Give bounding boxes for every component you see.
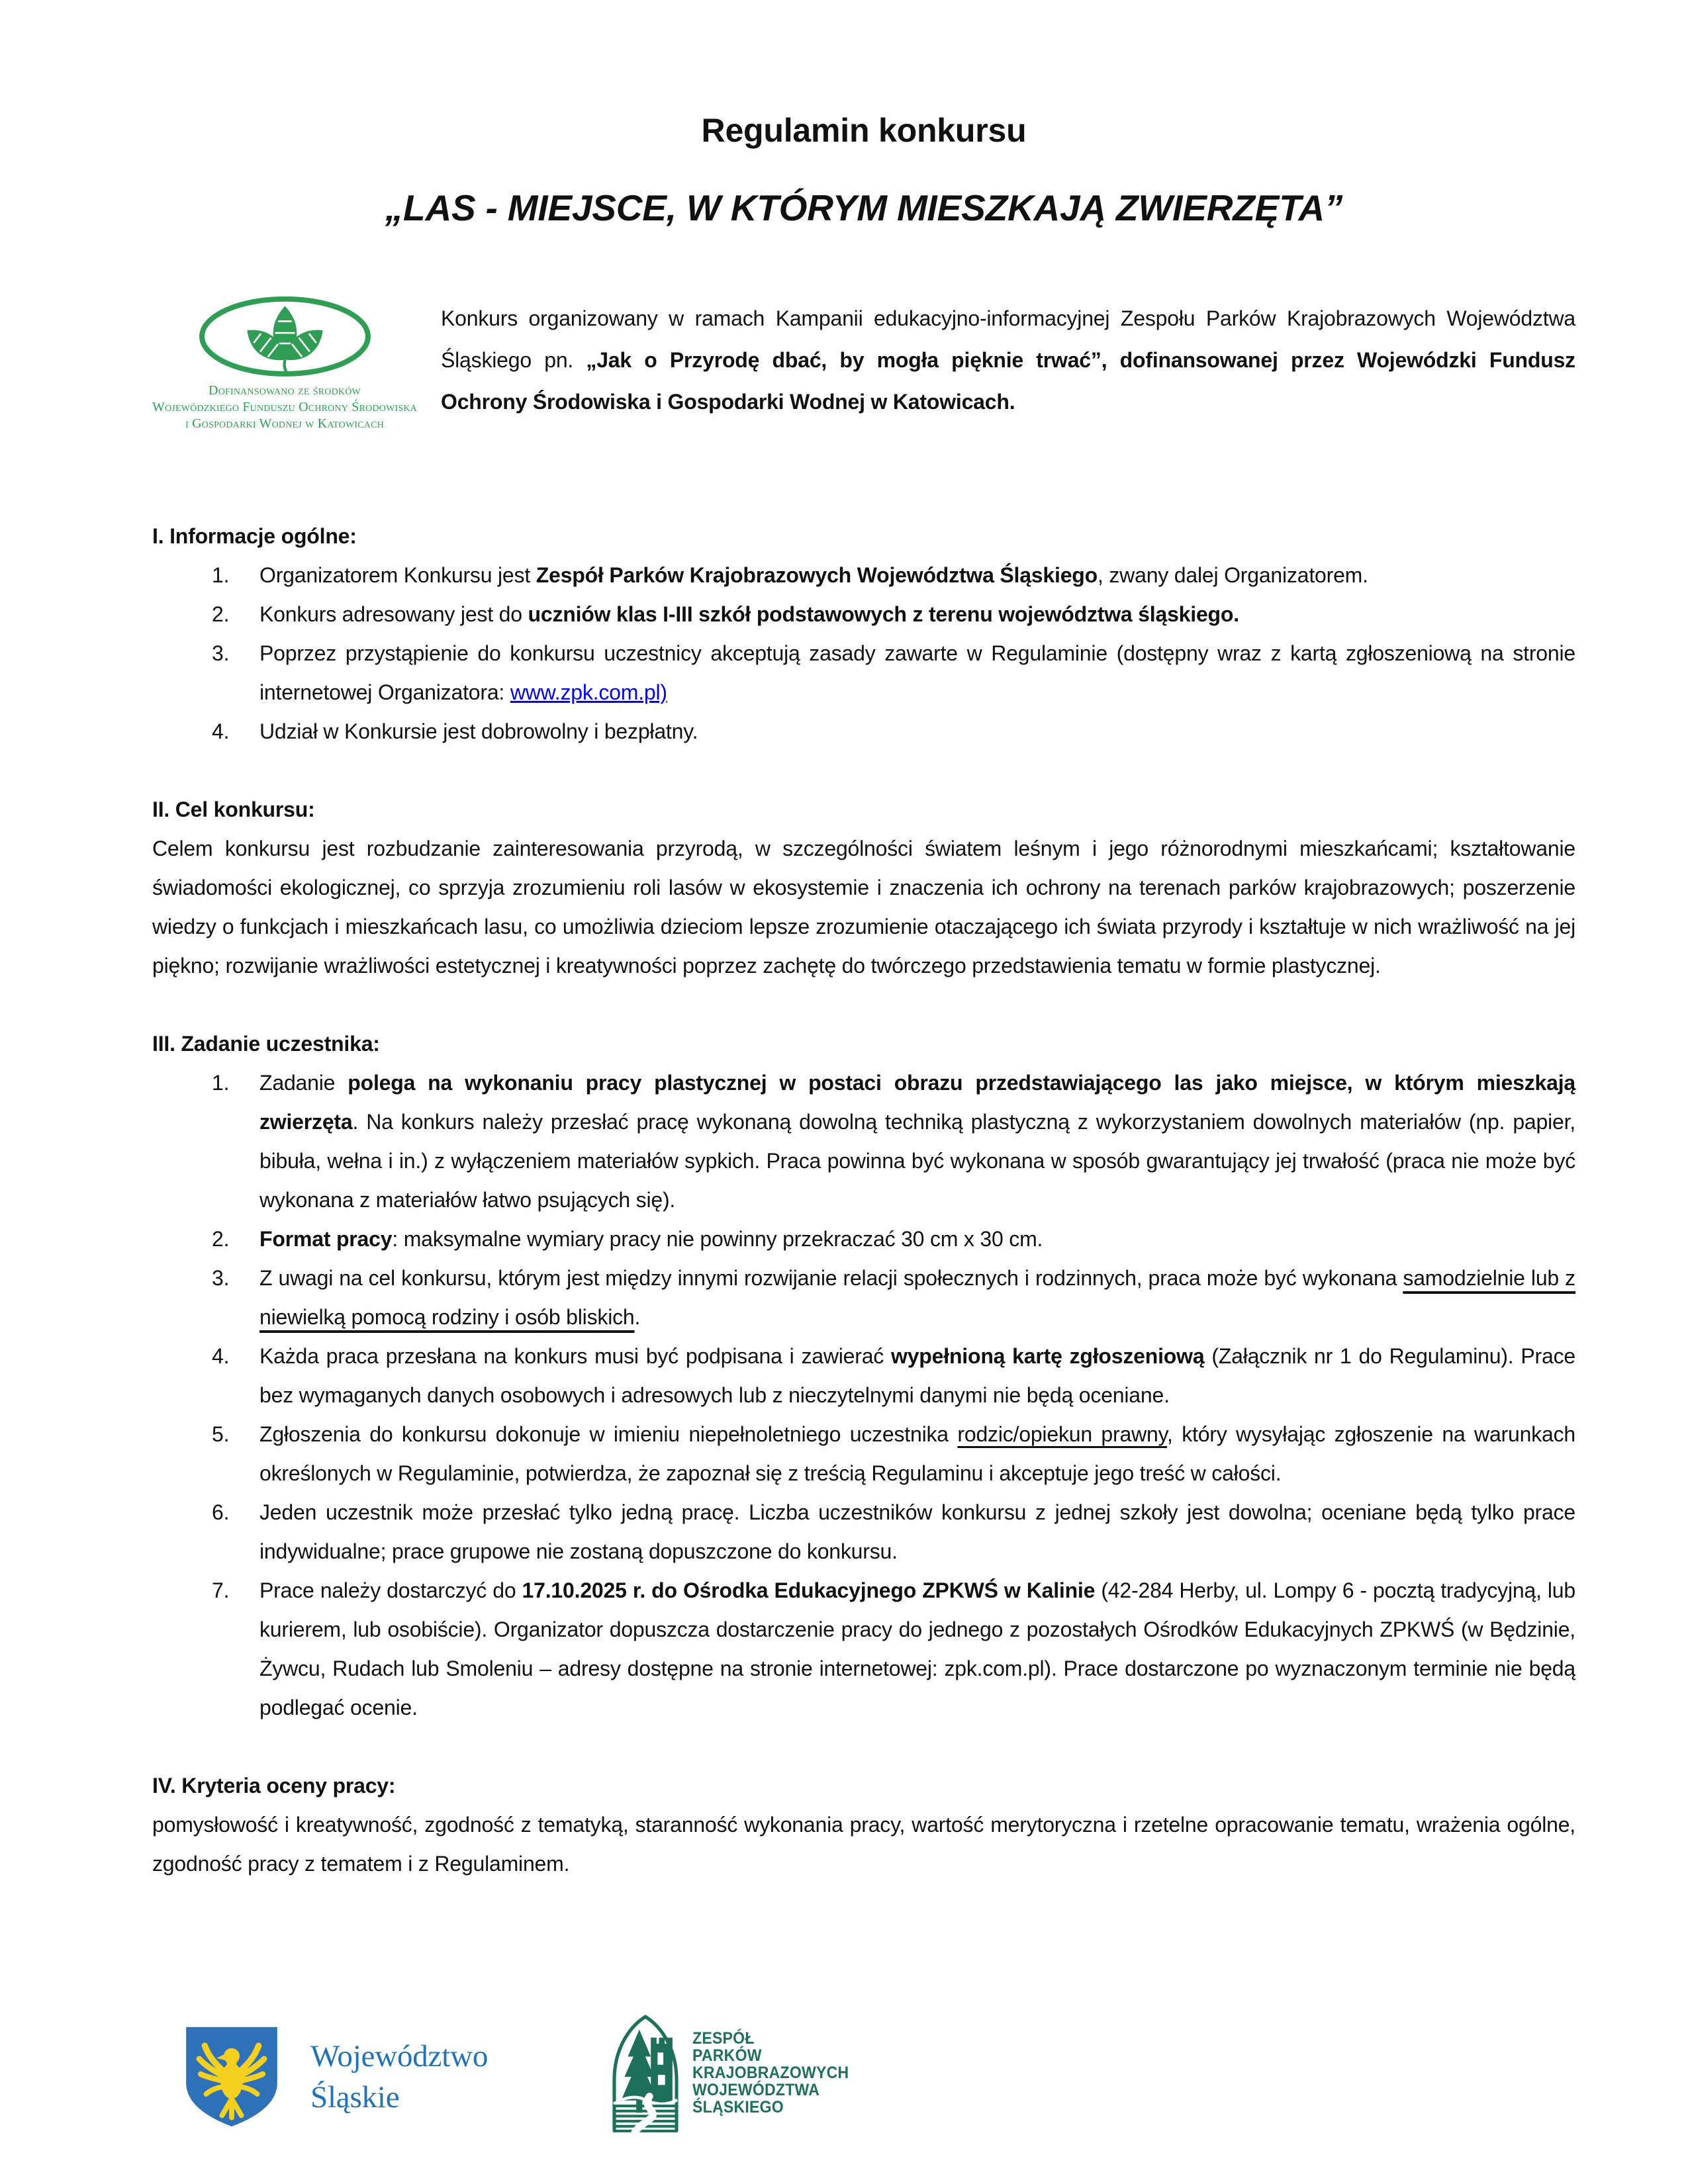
text-run: Każda praca przesłana na konkurs musi być podpisana i zawierać — [259, 1344, 892, 1368]
list-number: 7. — [212, 1578, 230, 1602]
zpk-logo-text — [692, 2030, 849, 2116]
list-number: 3. — [212, 1266, 230, 1290]
list-number: 3. — [212, 641, 230, 665]
section-heading: II. Cel konkursu: — [152, 797, 315, 821]
text-run: Zadanie — [259, 1071, 348, 1095]
list-number: 2. — [212, 602, 230, 626]
list-number: 1. — [212, 1071, 230, 1095]
text-run-bold: Format pracy — [259, 1227, 393, 1251]
text-run-bold: uczniów klas I-III szkół podstawowych z terenu województwa śląskiego. — [528, 602, 1239, 626]
section-criteria — [152, 1766, 1575, 1884]
text-run-bold: 17.10.2025 r. do Ośrodka Edukacyjnego ZPKWŚ w Kalinie — [522, 1578, 1096, 1602]
text-run-bold: wypełnioną kartę zgłoszeniową — [891, 1344, 1205, 1368]
voivodeship-line1: Województwo — [310, 2039, 489, 2073]
section-heading: IV. Kryteria oceny pracy: — [152, 1774, 396, 1797]
section-body: pomysłowość i kreatywność, zgodność z tematyką, staranność wykonania pracy, wartość merytoryczna i rzetelne opracowanie tematu, wrażenia ogólne, zgodność pracy z tematem i z Regulaminem. — [152, 1813, 1575, 1876]
zpk-line4: WOJEWÓDZTWA — [692, 2081, 820, 2099]
voivodeship-line2: Śląskie — [310, 2080, 400, 2115]
section-heading: I. Informacje ogólne: — [152, 524, 357, 548]
list-number: 5. — [212, 1422, 230, 1446]
section-task — [152, 1024, 1575, 1727]
list-item — [212, 556, 1575, 595]
text-run: : maksymalne wymiary pracy nie powinny przekraczać 30 cm x 30 cm. — [392, 1227, 1043, 1251]
list-item — [212, 1064, 1575, 1220]
section-heading: III. Zadanie uczestnika: — [152, 1032, 380, 1056]
list-number: 4. — [212, 719, 230, 743]
zpk-line2: PARKÓW — [692, 2046, 762, 2065]
list-number: 2. — [212, 1227, 230, 1251]
text-run: . Na konkurs należy przesłać pracę wykonaną dowolną techniką plastyczną z wykorzystaniem dowolnych materiałów (np. papier, bibuła, wełna i in.) z wyłączeniem materiałów sypkich. Praca powinna być wykonana w sposób gwarantujący jej trwałość (praca nie może być wykonana z materiałów łatwo psujących się). — [259, 1110, 1575, 1212]
list-item — [212, 1415, 1575, 1493]
text-run: Poprzez przystąpienie do konkursu uczestnicy akceptują zasady zawarte w Regulaminie (dostępny wraz z kartą zgłoszeniową na stronie internetowej Organizatora: — [259, 641, 1575, 704]
voivodeship-logo-block — [183, 2020, 488, 2134]
intro-block — [152, 293, 1575, 432]
text-run: , który wysyłając zgłoszenie na warunkach określonych w Regulaminie, potwierdza, że zapoznał się z treścią Regulaminu i akceptuje jego treść w całości. — [259, 1422, 1575, 1485]
text-run-underline: rodzic/opiekun prawny — [957, 1422, 1168, 1446]
intro-paragraph — [441, 298, 1575, 423]
funder-caption-line2: Wojewódzkiego Funduszu Ochrony Środowiska — [152, 400, 417, 414]
funder-logo-block — [152, 293, 417, 432]
funder-leaves-icon — [197, 296, 373, 380]
list-number: 4. — [212, 1344, 230, 1368]
contest-title: „LAS - MIEJSCE, W KTÓRYM MIESZKAJĄ ZWIERZĘTA” — [385, 187, 1343, 228]
text-run: , zwany dalej Organizatorem. — [1098, 563, 1368, 587]
text-run: Udział w Konkursie jest dobrowolny i bezpłatny. — [259, 719, 698, 743]
zpk-line5: ŚLĄSKIEGO — [692, 2098, 784, 2116]
text-run-underline: samodzielnie lub z niewielką pomocą rodziny i osób bliskich — [259, 1266, 1575, 1329]
zpk-logo-block — [608, 2012, 863, 2134]
section-general-info — [152, 517, 1575, 751]
text-run: . — [634, 1305, 641, 1329]
zpk-line1: ZESPÓŁ — [692, 2029, 755, 2048]
list-item — [212, 1220, 1575, 1259]
text-run-bold: Zespół Parków Krajobrazowych Województwa Śląskiego — [536, 563, 1098, 587]
text-run: Konkurs organizowany w ramach Kampanii edukacyjno-informacyjnej Zespołu Parków Krajobrazowych Województwa Śląskiego pn. — [441, 306, 1575, 372]
text-run: Konkurs adresowany jest do — [259, 602, 528, 626]
text-run: Organizatorem Konkursu jest — [259, 563, 536, 587]
list-item — [212, 1493, 1575, 1571]
list-item — [212, 712, 1575, 751]
silesia-coat-of-arms-icon — [183, 2020, 280, 2134]
text-run-bold: „Jak o Przyrodę dbać, by mogła pięknie trwać”, dofinansowanej przez Wojewódzki Fundusz Ochrony Środowiska i Gospodarki Wodnej w Katowicach. — [441, 348, 1575, 414]
section-body: Celem konkursu jest rozbudzanie zainteresowania przyrodą, w szczególności światem leśnym i jego różnorodnymi mieszkańcami; kształtowanie świadomości ekologicznej, co sprzyja zrozumieniu roli lasów w ekosystemie i znaczenia ich ochrony na terenach parków krajobrazowych; poszerzenie wiedzy o funkcjach i mieszkańcach lasu, co umożliwia dzieciom lepsze zrozumienie otaczającego ich świata przyrody i kształtuje w nich wrażliwość na jej piękno; rozwijanie wrażliwości estetycznej i kreatywności poprzez zachętę do twórczego przedstawienia tematu w formie plastycznej. — [152, 837, 1575, 978]
text-run: Jeden uczestnik może przesłać tylko jedną pracę. Liczba uczestników konkursu z jednej szkoły jest dowolna; oceniane będą tylko prace indywidualne; prace grupowe nie zostaną dopuszczone do konkursu. — [259, 1500, 1575, 1563]
text-run: Z uwagi na cel konkursu, którym jest między innymi rozwijanie relacji społecznych i rodzinnych, praca może być wykonana — [259, 1266, 1403, 1290]
text-run-bold: polega na wykonaniu pracy plastycznej w postaci obrazu przedstawiającego las jako miejsce, w którym mieszkają zwierzęta — [259, 1071, 1575, 1134]
voivodeship-logo-text — [310, 2036, 488, 2118]
zpk-line3: KRAJOBRAZOWYCH — [692, 2064, 849, 2082]
list-item — [212, 1571, 1575, 1727]
list-item — [212, 1259, 1575, 1337]
list-item — [212, 1337, 1575, 1415]
funder-caption-line1: Dofinansowano ze środków — [209, 383, 361, 398]
list-number: 1. — [212, 563, 230, 587]
text-run: Zgłoszenia do konkursu dokonuje w imieniu niepełnoletniego uczestnika — [259, 1422, 958, 1446]
sections — [152, 517, 1575, 1884]
text-run: (Załącznik nr 1 do Regulaminu). Prace bez wymaganych danych osobowych i adresowych lub z nieczytelnymi danymi nie będą oceniane. — [259, 1344, 1575, 1407]
text-run: (42-284 Herby, ul. Lompy 6 - pocztą tradycyjną, lub kurierem, lub osobiście). Organizator dopuszcza dostarczenie pracy do jednego z pozostałych Ośrodków Edukacyjnych ZPKWŚ (w Będzinie, Żywcu, Rudach lub Smoleniu – adresy dostępne na stronie internetowej: zpk.com.pl). Prace dostarczone po wyznaczonym terminie nie będą podlegać ocenie. — [259, 1578, 1575, 1719]
section-goal — [152, 790, 1575, 985]
list-item — [212, 634, 1575, 712]
text-run: Prace należy dostarczyć do — [259, 1578, 522, 1602]
funder-caption-line3: i Gospodarki Wodnej w Katowicach — [185, 416, 384, 431]
list-number: 6. — [212, 1500, 230, 1524]
zpk-website-link[interactable]: www.zpk.com.pl) — [510, 680, 667, 704]
document-title: Regulamin konkursu — [701, 112, 1027, 149]
landscape-parks-emblem-icon — [608, 2012, 683, 2134]
list-item — [212, 595, 1575, 634]
